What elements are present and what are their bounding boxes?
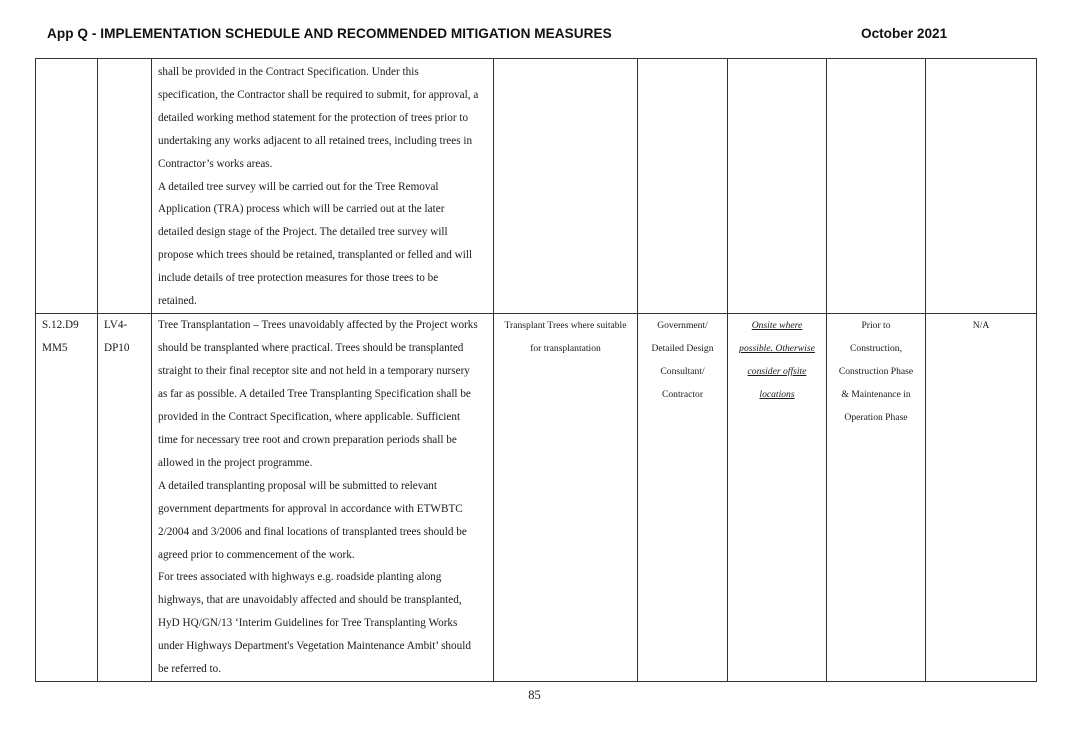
agent-line: Consultant/ [660, 365, 705, 377]
text-line: For trees associated with highways e.g. roadside planting along [158, 571, 442, 584]
text-line: specification, the Contractor shall be required to submit, for approval, a [158, 88, 479, 101]
agent-line: Government/ [657, 319, 708, 331]
text-line: A detailed transplanting proposal will be submitted to relevant [158, 479, 438, 492]
measure-paragraph [158, 61, 489, 176]
agent-line: Detailed Design [651, 342, 714, 354]
requirements-cell [926, 59, 1037, 314]
text-line: undertaking any works adjacent to all retained trees, including trees in [158, 134, 473, 147]
text-line: propose which trees should be retained, transplanted or felled and will [158, 249, 473, 262]
eia-ref-line: S.12.D9 [42, 319, 79, 332]
timing-cell [827, 59, 926, 314]
agent-line: Contractor [661, 388, 704, 400]
requirements-cell [926, 313, 1037, 681]
text-line: straight to their final receptor site and not held in a temporary nursery [158, 365, 470, 378]
text-line: A detailed tree survey will be carried out for the Tree Removal [158, 180, 439, 193]
text-line: allowed in the project programme. [158, 456, 313, 469]
document-date: October 2021 [861, 26, 948, 41]
objectives-cell [494, 59, 638, 314]
recommendation-ref-line: DP10 [104, 342, 130, 355]
text-line: be referred to. [158, 663, 222, 676]
location-line: consider offsite [747, 365, 807, 377]
page-number: 85 [528, 688, 541, 702]
objectives-cell [494, 313, 638, 681]
text-line: government departments for approval in accordance with ETWBTC [158, 502, 463, 515]
eia-ref-cell [36, 59, 98, 314]
text-line: as far as possible. A detailed Tree Transplanting Specification shall be [158, 388, 471, 401]
timing-line: & Maintenance in [841, 388, 911, 400]
text-line: under Highways Department's Vegetation Maintenance Ambit’ should [158, 640, 471, 653]
text-line: include details of tree protection measures for those trees to be [158, 272, 439, 285]
recommendation-ref-line: LV4- [104, 319, 128, 332]
measure-paragraph [158, 475, 489, 567]
location-line: Onsite where [751, 319, 803, 331]
mitigation-measure-cell [152, 313, 494, 681]
text-line: detailed design stage of the Project. The detailed tree survey will [158, 226, 448, 239]
document-title: App Q - IMPLEMENTATION SCHEDULE AND RECOMMENDED MITIGATION MEASURES [47, 26, 612, 41]
timing-line: Construction, [850, 342, 902, 354]
requirement-line: N/A [972, 319, 990, 331]
mitigation-measure-cell [152, 59, 494, 314]
measure-paragraph [158, 314, 489, 474]
timing-cell [827, 313, 926, 681]
timing-line: Prior to [861, 319, 891, 331]
location-cell [728, 59, 827, 314]
text-line: retained. [158, 295, 197, 308]
text-line: Contractor’s works areas. [158, 157, 273, 170]
implementation-agent-cell [638, 59, 728, 314]
implementation-agent-cell [638, 313, 728, 681]
text-line: time for necessary tree root and crown preparation periods shall be [158, 434, 457, 446]
table-row [36, 313, 1037, 681]
recommendation-ref-cell [98, 313, 152, 681]
objective-line: Transplant Trees where suitable [504, 319, 627, 331]
recommendation-ref-cell [98, 59, 152, 314]
location-line: possible. Otherwise [739, 342, 815, 354]
measure-text [152, 59, 493, 313]
eia-ref-cell [36, 313, 98, 681]
measure-text [152, 314, 493, 681]
location-cell [728, 313, 827, 681]
text-line: Tree Transplantation – Trees unavoidably affected by the Project works [158, 319, 478, 332]
text-line: agreed prior to commencement of the work. [158, 548, 355, 561]
table-row [36, 59, 1037, 314]
text-line: provided in the Contract Specification, where applicable. Sufficient [158, 411, 461, 424]
text-line: HyD HQ/GN/13 ‘Interim Guidelines for Tree Transplanting Works [158, 617, 458, 630]
text-line: highways, that are unavoidably affected and should be transplanted, [158, 594, 462, 607]
location-line: locations [759, 388, 795, 400]
measure-paragraph [158, 566, 489, 681]
text-line: 2/2004 and 3/2006 and final locations of transplanted trees should be [158, 525, 467, 538]
measure-paragraph [158, 176, 489, 313]
timing-line: Construction Phase [838, 365, 914, 377]
text-line: shall be provided in the Contract Specification. Under this [158, 66, 419, 78]
implementation-schedule-table [35, 58, 1037, 682]
text-line: should be transplanted where practical. Trees should be transplanted [158, 342, 464, 355]
timing-line: Operation Phase [844, 411, 908, 423]
eia-ref-line: MM5 [42, 342, 68, 355]
text-line: Application (TRA) process which will be carried out at the later [158, 203, 445, 216]
objective-line: for transplantation [530, 342, 601, 354]
text-line: detailed working method statement for the protection of trees prior to [158, 111, 469, 124]
